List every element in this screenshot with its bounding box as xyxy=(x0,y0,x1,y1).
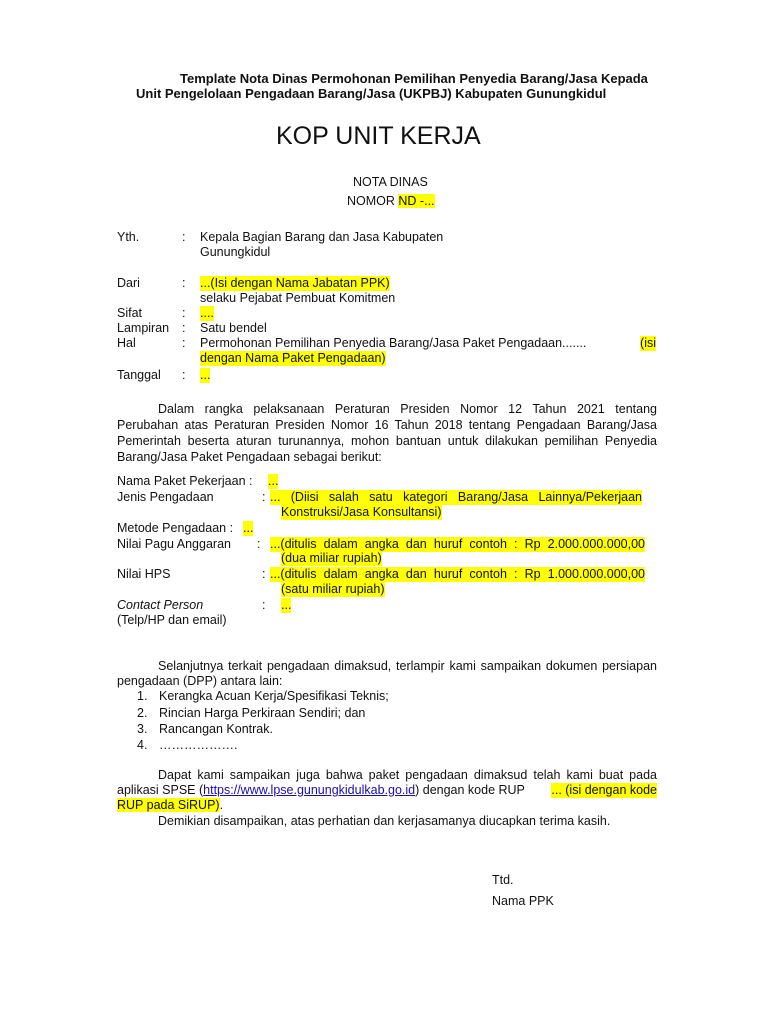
dapat-line-3 xyxy=(117,798,223,813)
jenis-value-1: ... (Diisi salah satu kategori Barang/Jasa Lainnya/Pekerjaan xyxy=(270,490,642,504)
pagu-label: Nilai Pagu Anggaran xyxy=(117,537,231,551)
hps-label: Nilai HPS xyxy=(117,567,171,581)
nama-paket-value: ... xyxy=(268,474,279,488)
tanggal-label: Tanggal xyxy=(117,368,161,382)
contact-person-value: ... xyxy=(281,598,292,612)
hal-colon: : xyxy=(182,336,186,350)
list-item-4-num: 4. xyxy=(137,738,148,752)
metode-value: ... xyxy=(243,521,254,535)
contact-person-sub: (Telp/HP dan email) xyxy=(117,613,227,627)
list-item-3-num: 3. xyxy=(137,722,148,736)
signature-ttd: Ttd. xyxy=(492,873,514,887)
nomor-line xyxy=(347,194,435,209)
lampiran-value: Satu bendel xyxy=(200,321,267,335)
header-line-1: Template Nota Dinas Permohonan Pemilihan Penyedia Barang/Jasa Kepada xyxy=(180,71,648,86)
list-item-1-num: 1. xyxy=(137,689,148,703)
dapat-aplikasi-text: aplikasi SPSE ( xyxy=(117,783,204,797)
dapat-line-3-highlight: RUP pada SiRUP) xyxy=(117,798,220,812)
tanggal-value: ... xyxy=(200,368,211,382)
lampiran-colon: : xyxy=(182,321,186,335)
dapat-line-2-left xyxy=(117,783,525,798)
nama-paket-label: Nama Paket Pekerjaan : xyxy=(117,474,253,488)
sifat-label: Sifat xyxy=(117,306,143,320)
dari-colon: : xyxy=(182,276,186,290)
dari-value-2: selaku Pejabat Pembuat Komitmen xyxy=(200,291,396,305)
tanggal-colon: : xyxy=(182,368,186,382)
hps-value-2: (satu miliar rupiah) xyxy=(281,582,385,596)
sifat-value: .... xyxy=(200,306,214,320)
signature-nama: Nama PPK xyxy=(492,894,554,908)
jenis-colon: : xyxy=(262,490,266,504)
yth-colon: : xyxy=(182,230,186,244)
hal-value-1: Permohonan Pemilihan Penyedia Barang/Jasa Paket Pengadaan....... xyxy=(200,336,587,350)
hal-value-1-highlight: (isi xyxy=(640,336,656,350)
sifat-colon: : xyxy=(182,306,186,320)
pagu-value-2: (dua miliar rupiah) xyxy=(281,551,382,565)
demikian-paragraph: Demikian disampaikan, atas perhatian dan kerjasamanya diucapkan terima kasih. xyxy=(158,814,611,828)
yth-value-2: Gunungkidul xyxy=(200,245,271,259)
hps-value-1: ...(ditulis dalam angka dan huruf contoh : Rp 1.000.000.000,00 xyxy=(270,567,645,581)
list-item-3: Rancangan Kontrak. xyxy=(159,722,273,736)
dapat-line-2 xyxy=(117,783,657,798)
dapat-kode-rup-text: ) dengan kode RUP xyxy=(415,783,525,797)
yth-value-1: Kepala Bagian Barang dan Jasa Kabupaten xyxy=(200,230,444,244)
jenis-value-2: Konstruksi/Jasa Konsultansi) xyxy=(281,505,442,519)
nomor-label: NOMOR xyxy=(347,194,395,208)
list-item-1: Kerangka Acuan Kerja/Spesifikasi Teknis; xyxy=(159,689,389,703)
pagu-colon: : xyxy=(257,537,261,551)
dapat-line-3-end: . xyxy=(219,798,224,812)
dapat-line-2-highlight: ... (isi dengan kode xyxy=(551,783,657,797)
intro-paragraph: Dalam rangka pelaksanaan Peraturan Presiden Nomor 12 Tahun 2021 tentang Perubahan atas Peraturan Presiden Nomor 16 Tahun 2018 tentang Pengadaan Barang/Jasa Pemerintah beserta aturan turunannya, mohon bantuan untuk dilakukan pemilihan Penyedia Barang/Jasa Paket Pengadaan sebagai berikut: xyxy=(117,402,657,464)
lpse-link[interactable]: https://www.lpse.gunungkidulkab.go.id xyxy=(203,783,416,797)
header-line-2: Unit Pengelolaan Pengadaan Barang/Jasa (UKPBJ) Kabupaten Gunungkidul xyxy=(136,86,607,101)
metode-label: Metode Pengadaan : xyxy=(117,521,234,535)
dapat-line-1: Dapat kami sampaikan juga bahwa paket pengadaan dimaksud telah kami buat pada xyxy=(158,768,657,782)
nota-dinas-title: NOTA DINAS xyxy=(353,175,428,189)
hal-value-2: dengan Nama Paket Pengadaan) xyxy=(200,351,386,365)
jenis-label: Jenis Pengadaan xyxy=(117,490,214,504)
hps-colon: : xyxy=(262,567,266,581)
list-item-2: Rincian Harga Perkiraan Sendiri; dan xyxy=(159,706,366,720)
selanjutnya-paragraph: Selanjutnya terkait pengadaan dimaksud, terlampir kami sampaikan dokumen persiapan pengadaan (DPP) antara lain: xyxy=(117,659,657,688)
dari-label: Dari xyxy=(117,276,140,290)
hal-label: Hal xyxy=(117,336,136,350)
pagu-value-1: ...(ditulis dalam angka dan huruf contoh : Rp 2.000.000.000,00 xyxy=(270,537,645,551)
lampiran-label: Lampiran xyxy=(117,321,170,335)
list-item-2-num: 2. xyxy=(137,706,148,720)
yth-label: Yth. xyxy=(117,230,140,244)
hal-value-line-1 xyxy=(200,336,656,351)
list-item-4: ………………. xyxy=(159,738,238,752)
contact-person-colon: : xyxy=(262,598,266,612)
contact-person-label: Contact Person xyxy=(117,598,204,612)
nomor-value: ND -... xyxy=(398,194,435,208)
kop-unit-kerja: KOP UNIT KERJA xyxy=(276,122,481,150)
dari-value: ...(Isi dengan Nama Jabatan PPK) xyxy=(200,276,390,290)
